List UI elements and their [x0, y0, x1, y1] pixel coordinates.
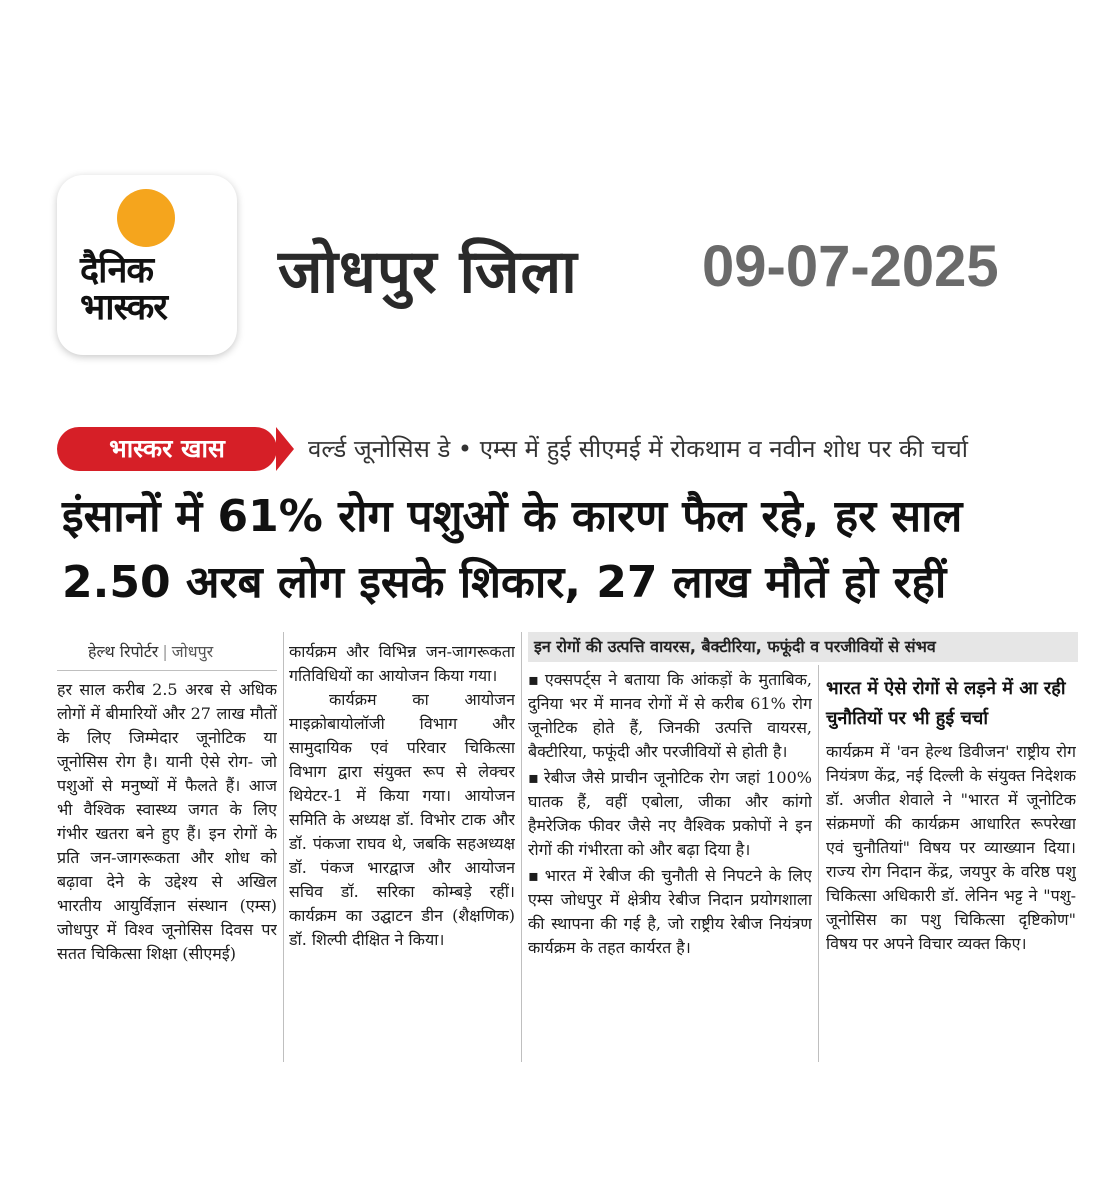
logo-sun-icon: [117, 189, 175, 247]
bullet-icon: ▪: [528, 670, 541, 689]
headline-line-2: 2.50 अरब लोग इसके शिकार, 27 लाख मौतें हो रहीं: [62, 557, 947, 608]
column1-text: हर साल करीब 2.5 अरब से अधिक लोगों में बीमारियों और 27 लाख मौतों के लिए जिम्मेदार जूनोटिक या जूनोसिस रोग है। यानी ऐसे रोग- जो पशुओं से मनुष्यों में फैलते हैं। आज भी वैश्विक स्वास्थ्य जगत के लिए गंभीर खतरा बने हुए हैं। इन रोगों के प्रति जन-जागरूकता और शोध को बढ़ावा देने के उद्देश्य से अखिल भारतीय आयुर्विज्ञान संस्थान (एम्स) जोधपुर में विश्व जूनोसिस दिवस पर सतत चिकित्सा शिक्षा (सीएमई): [57, 680, 277, 963]
column-divider-3: [818, 665, 819, 1062]
bullet-item: [528, 766, 812, 862]
bullet-text: रेबीज जैसे प्राचीन जूनोटिक रोग जहां 100% घातक हैं, वहीं एबोला, जीका और कांगो हैमरेजिक फीवर जैसे नए वैश्विक प्रकोपों ने इन रोगों की गंभीरता को और बढ़ा दिया है।: [528, 768, 812, 859]
logo-line-1: दैनिक: [80, 250, 154, 291]
bullet-text: भारत में रेबीज की चुनौती से निपटने के लिए एम्स जोधपुर में क्षेत्रीय रेबीज निदान प्रयोगशाला की स्थापना की गई है, जो राष्ट्रीय रेबीज नियंत्रण कार्यक्रम के तहत कार्यरत है।: [528, 866, 812, 957]
bullet-icon: ▪: [528, 768, 541, 787]
edition-title: जोधपुर जिला: [278, 237, 578, 307]
column4-text: कार्यक्रम में 'वन हेल्थ डिवीजन' राष्ट्रीय रोग नियंत्रण केंद्र, नई दिल्ली के संयुक्त निदेशक डॉ. अजीत शेवाले ने "भारत में जूनोटिक संक्रमणों की कार्यक्रम आधारित रूपरेखा एवं चुनौतियां" विषय पर व्याख्यान दिया। राज्य रोग निदान केंद्र, जयपुर के वरिष्ठ पशु चिकित्सा अधिकारी डॉ. लेनिन भट्ट ने "पशु-जूनोसिस का पशु चिकित्सा दृष्टिकोण" विषय पर अपने विचार व्यक्त किए।: [826, 742, 1076, 953]
article-column-1: [57, 678, 277, 1058]
headline: [62, 484, 1082, 616]
bullet-item: [528, 864, 812, 960]
column-divider-2: [521, 632, 522, 1062]
byline-reporter: हेल्थ रिपोर्टर: [88, 642, 159, 661]
edition-date: 09-07-2025: [702, 234, 999, 299]
bullet-icon: ▪: [528, 866, 541, 885]
byline: [88, 640, 213, 662]
tag-arrow-icon: [276, 427, 294, 471]
subhead: इन रोगों की उत्पत्ति वायरस, बैक्टीरिया, फफूंदी व परजीवियों से संभव: [528, 632, 1078, 662]
bullet-item: [528, 668, 812, 764]
bullet-text: एक्सपर्ट्स ने बताया कि आंकड़ों के मुताबिक, दुनिया भर में मानव रोगों में से करीब 61% रोग जूनोटिक होते हैं, जिनकी उत्पत्ति वायरस, बैक्टीरिया, फफूंदी और परजीवियों से होती है।: [528, 670, 812, 761]
byline-city: जोधपुर: [171, 642, 214, 661]
byline-rule: [57, 670, 277, 671]
side-box-heading: भारत में ऐसे रोगों से लड़ने में आ रही चुनौतियों पर भी हुई चर्चा: [826, 678, 1066, 729]
kicker-text: वर्ल्ड जूनोसिस डे • एम्स में हुई सीएमई में रोकथाम व नवीन शोध पर की चर्चा: [308, 435, 968, 463]
column-divider-1: [283, 632, 284, 1062]
article-column-2: [289, 640, 515, 1058]
byline-separator: |: [162, 642, 168, 661]
newspaper-logo: [80, 252, 220, 326]
article-column-3: [528, 668, 812, 1060]
column2-para-2: कार्यक्रम का आयोजन माइक्रोबायोलॉजी विभाग और सामुदायिक एवं परिवार चिकित्सा विभाग द्वारा संयुक्त रूप से लेक्चर थियेटर-1 में किया गया। आयोजन समिति के अध्यक्ष डॉ. विभोर टाक और डॉ. पंकजा राघव थे, जबकि सहअध्यक्ष डॉ. पंकज भारद्वाज और आयोजन सचिव डॉ. सरिका कोम्बड़े रहीं। कार्यक्रम का उद्घाटन डीन (शैक्षणिक) डॉ. शिल्पी दीक्षित ने किया।: [289, 690, 515, 949]
headline-line-1: इंसानों में 61% रोग पशुओं के कारण फैल रहे, हर साल: [62, 491, 963, 542]
column2-para-1: कार्यक्रम और विभिन्न जन-जागरूकता गतिविधियों का आयोजन किया गया।: [289, 642, 515, 685]
logo-line-2: भास्कर: [80, 287, 168, 328]
article-column-4: [826, 740, 1076, 1058]
section-tag: भास्कर खास: [57, 427, 277, 471]
